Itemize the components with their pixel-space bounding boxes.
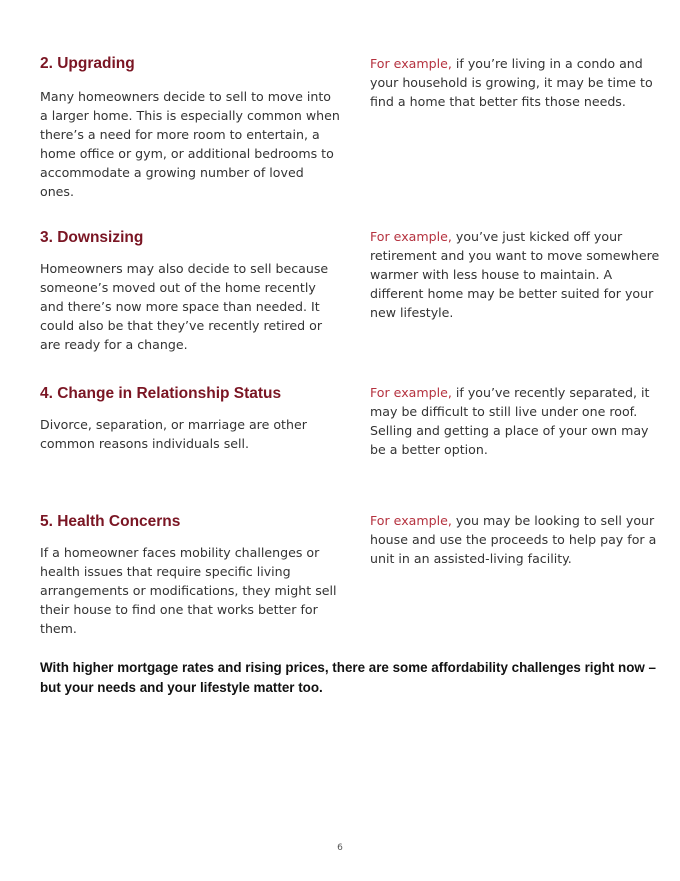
example-lead: For example, [370, 229, 452, 244]
section-example [370, 511, 662, 568]
page-number: 6 [337, 843, 343, 853]
section-heading: 5. Health Concerns [40, 513, 181, 530]
section-heading: 4. Change in Relationship Status [40, 385, 282, 402]
example-lead: For example, [370, 385, 452, 400]
example-text: if you’ve recently separated, it may be difficult to still live under one roof. Selling and getting a place of your own may be a better option. [370, 385, 650, 457]
closing-statement: With higher mortgage rates and rising prices, there are some affordability challenges right now – but your needs and your lifestyle matter too. [40, 660, 656, 695]
section-body: If a homeowner faces mobility challenges or health issues that require specific living arrangements or modifications, they might sell their house to find one that works better for them. [40, 545, 337, 636]
example-text: you may be looking to sell your house and use the proceeds to help pay for a unit in an assisted-living facility. [370, 513, 657, 566]
section-body: Homeowners may also decide to sell because someone’s moved out of the home recently and there’s now more space than needed. It could also be that they’ve recently retired or are ready for a change. [40, 261, 329, 352]
section-example [370, 227, 662, 322]
section-body: Divorce, separation, or marriage are other common reasons individuals sell. [40, 417, 307, 451]
section-example [370, 383, 662, 459]
section-heading: 3. Downsizing [40, 229, 144, 246]
example-lead: For example, [370, 513, 452, 528]
example-text: you’ve just kicked off your retirement and you want to move somewhere warmer with less house to maintain. A different home may be better suited for your new lifestyle. [370, 229, 660, 320]
section-example [370, 54, 662, 111]
example-text: if you’re living in a condo and your household is growing, it may be time to find a home that better fits those needs. [370, 56, 653, 109]
example-lead: For example, [370, 56, 452, 71]
section-heading: 2. Upgrading [40, 55, 135, 72]
section-body: Many homeowners decide to sell to move into a larger home. This is especially common when there’s a need for more room to entertain, a home office or gym, or additional bedrooms to accommodate a growing number of loved ones. [40, 89, 340, 199]
